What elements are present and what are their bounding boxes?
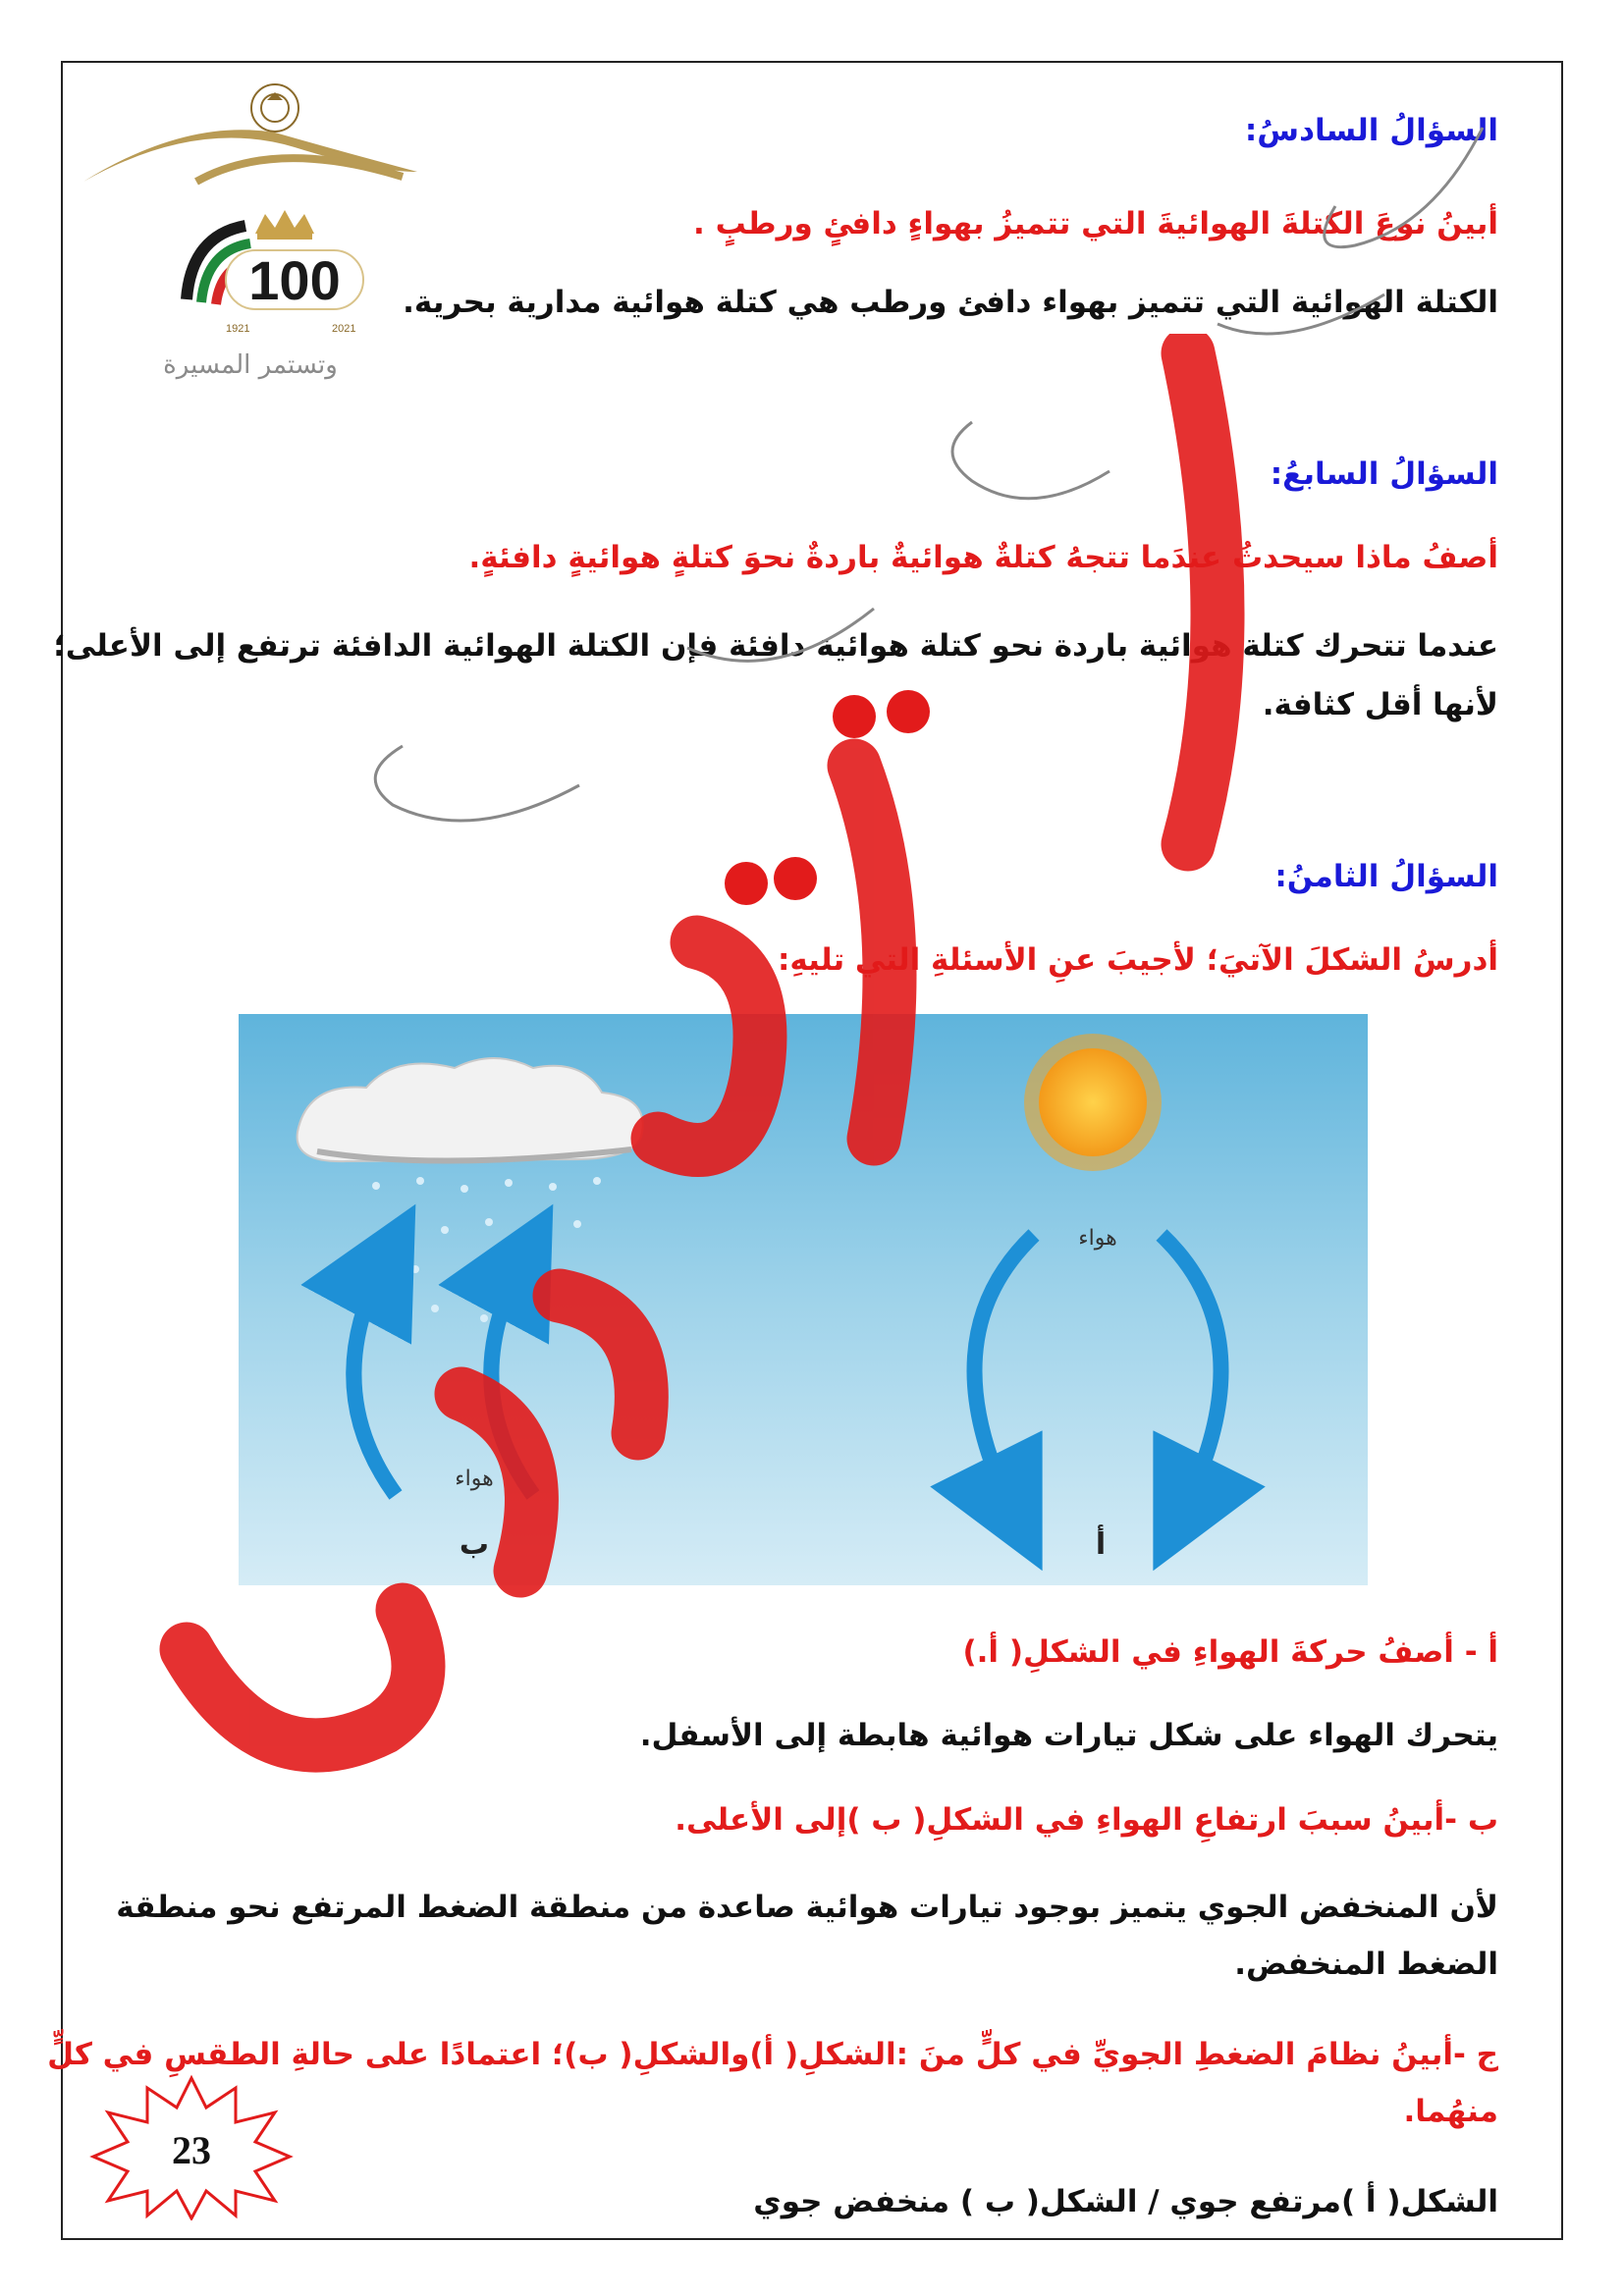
q8-c-answer: الشكل( أ )مرتفع جوي / الشكل( ب ) منخفض جوي bbox=[753, 2184, 1498, 2219]
q8-c-question-line1: ج -أبينُ نظامَ الضغطِ الجويِّ في كلٍّ منَ :الشكلِ( أ)والشكلِ( ب)؛ اعتمادًا على حالةِ الطقسِ في كلٍّ bbox=[47, 2037, 1498, 2072]
logo-year-left: 1921 bbox=[226, 323, 250, 335]
logo-number: 100 bbox=[248, 249, 341, 311]
q8-heading: السؤالُ الثامنُ: bbox=[1274, 859, 1498, 894]
page-number: 23 bbox=[172, 2128, 211, 2172]
air-movement-figure bbox=[239, 1014, 1368, 1585]
logo-year-right: 2021 bbox=[332, 323, 356, 335]
q7-question: أصفُ ماذا سيحدثُ عندَما تتجهُ كتلةٌ هوائيةٌ باردةٌ نحوَ كتلةٍ هوائيةٍ دافئةٍ. bbox=[468, 540, 1498, 575]
centenary-logo bbox=[79, 79, 422, 393]
sun-icon bbox=[1024, 1034, 1162, 1171]
q8-b-answer-line1: لأن المنخفض الجوي يتميز بوجود تيارات هوائية صاعدة من منطقة الضغط المرتفع نحو منطقة bbox=[116, 1890, 1498, 1925]
q6-question: أبينُ نوعَ الكتلةَ الهوائيةَ التي تتميزُ بهواءٍ دافئٍ ورطبٍ . bbox=[693, 206, 1498, 241]
figure-b-label: ب bbox=[459, 1527, 490, 1562]
crown-emblem-icon bbox=[251, 84, 298, 132]
page-number-badge bbox=[88, 2073, 295, 2220]
q6-heading: السؤالُ السادسُ: bbox=[1244, 113, 1498, 148]
q7-heading: السؤالُ السابعُ: bbox=[1270, 456, 1498, 492]
q8-b-question: ب -أبينُ سببَ ارتفاعِ الهواءِ في الشكلِ( ب )إلى الأعلى. bbox=[675, 1802, 1498, 1838]
logo-slogan: وتستمر المسيرة bbox=[163, 350, 338, 380]
q8-c-question-line2: منهُما. bbox=[1403, 2094, 1498, 2129]
q6-answer: الكتلة الهوائية التي تتميز بهواء دافئ ورطب هي كتلة هوائية مدارية بحرية. bbox=[403, 285, 1498, 320]
q8-a-question: أ - أصفُ حركةَ الهواءِ في الشكلِ( أ.) bbox=[962, 1634, 1498, 1670]
q8-a-answer: يتحرك الهواء على شكل تيارات هوائية هابطة إلى الأسفل. bbox=[639, 1718, 1498, 1753]
q8-instruction: أدرسُ الشكلَ الآتيَ؛ لأجيبَ عنِ الأسئلةِ التي تليهِ: bbox=[777, 942, 1498, 978]
q7-answer-line1: عندما تتحرك كتلة هوائية باردة نحو كتلة هوائية دافئة فإن الكتلة الهوائية الدافئة ترتفع إلى الأعلى؛ bbox=[53, 628, 1498, 664]
figure-a-air-label: هواء bbox=[1078, 1226, 1117, 1251]
q7-answer-line2: لأنها أقل كثافة. bbox=[1262, 687, 1498, 722]
q8-b-answer-line2: الضغط المنخفض. bbox=[1234, 1947, 1498, 1982]
figure-b-air-label: هواء bbox=[455, 1467, 494, 1491]
figure-a-label: أ bbox=[1095, 1527, 1107, 1562]
